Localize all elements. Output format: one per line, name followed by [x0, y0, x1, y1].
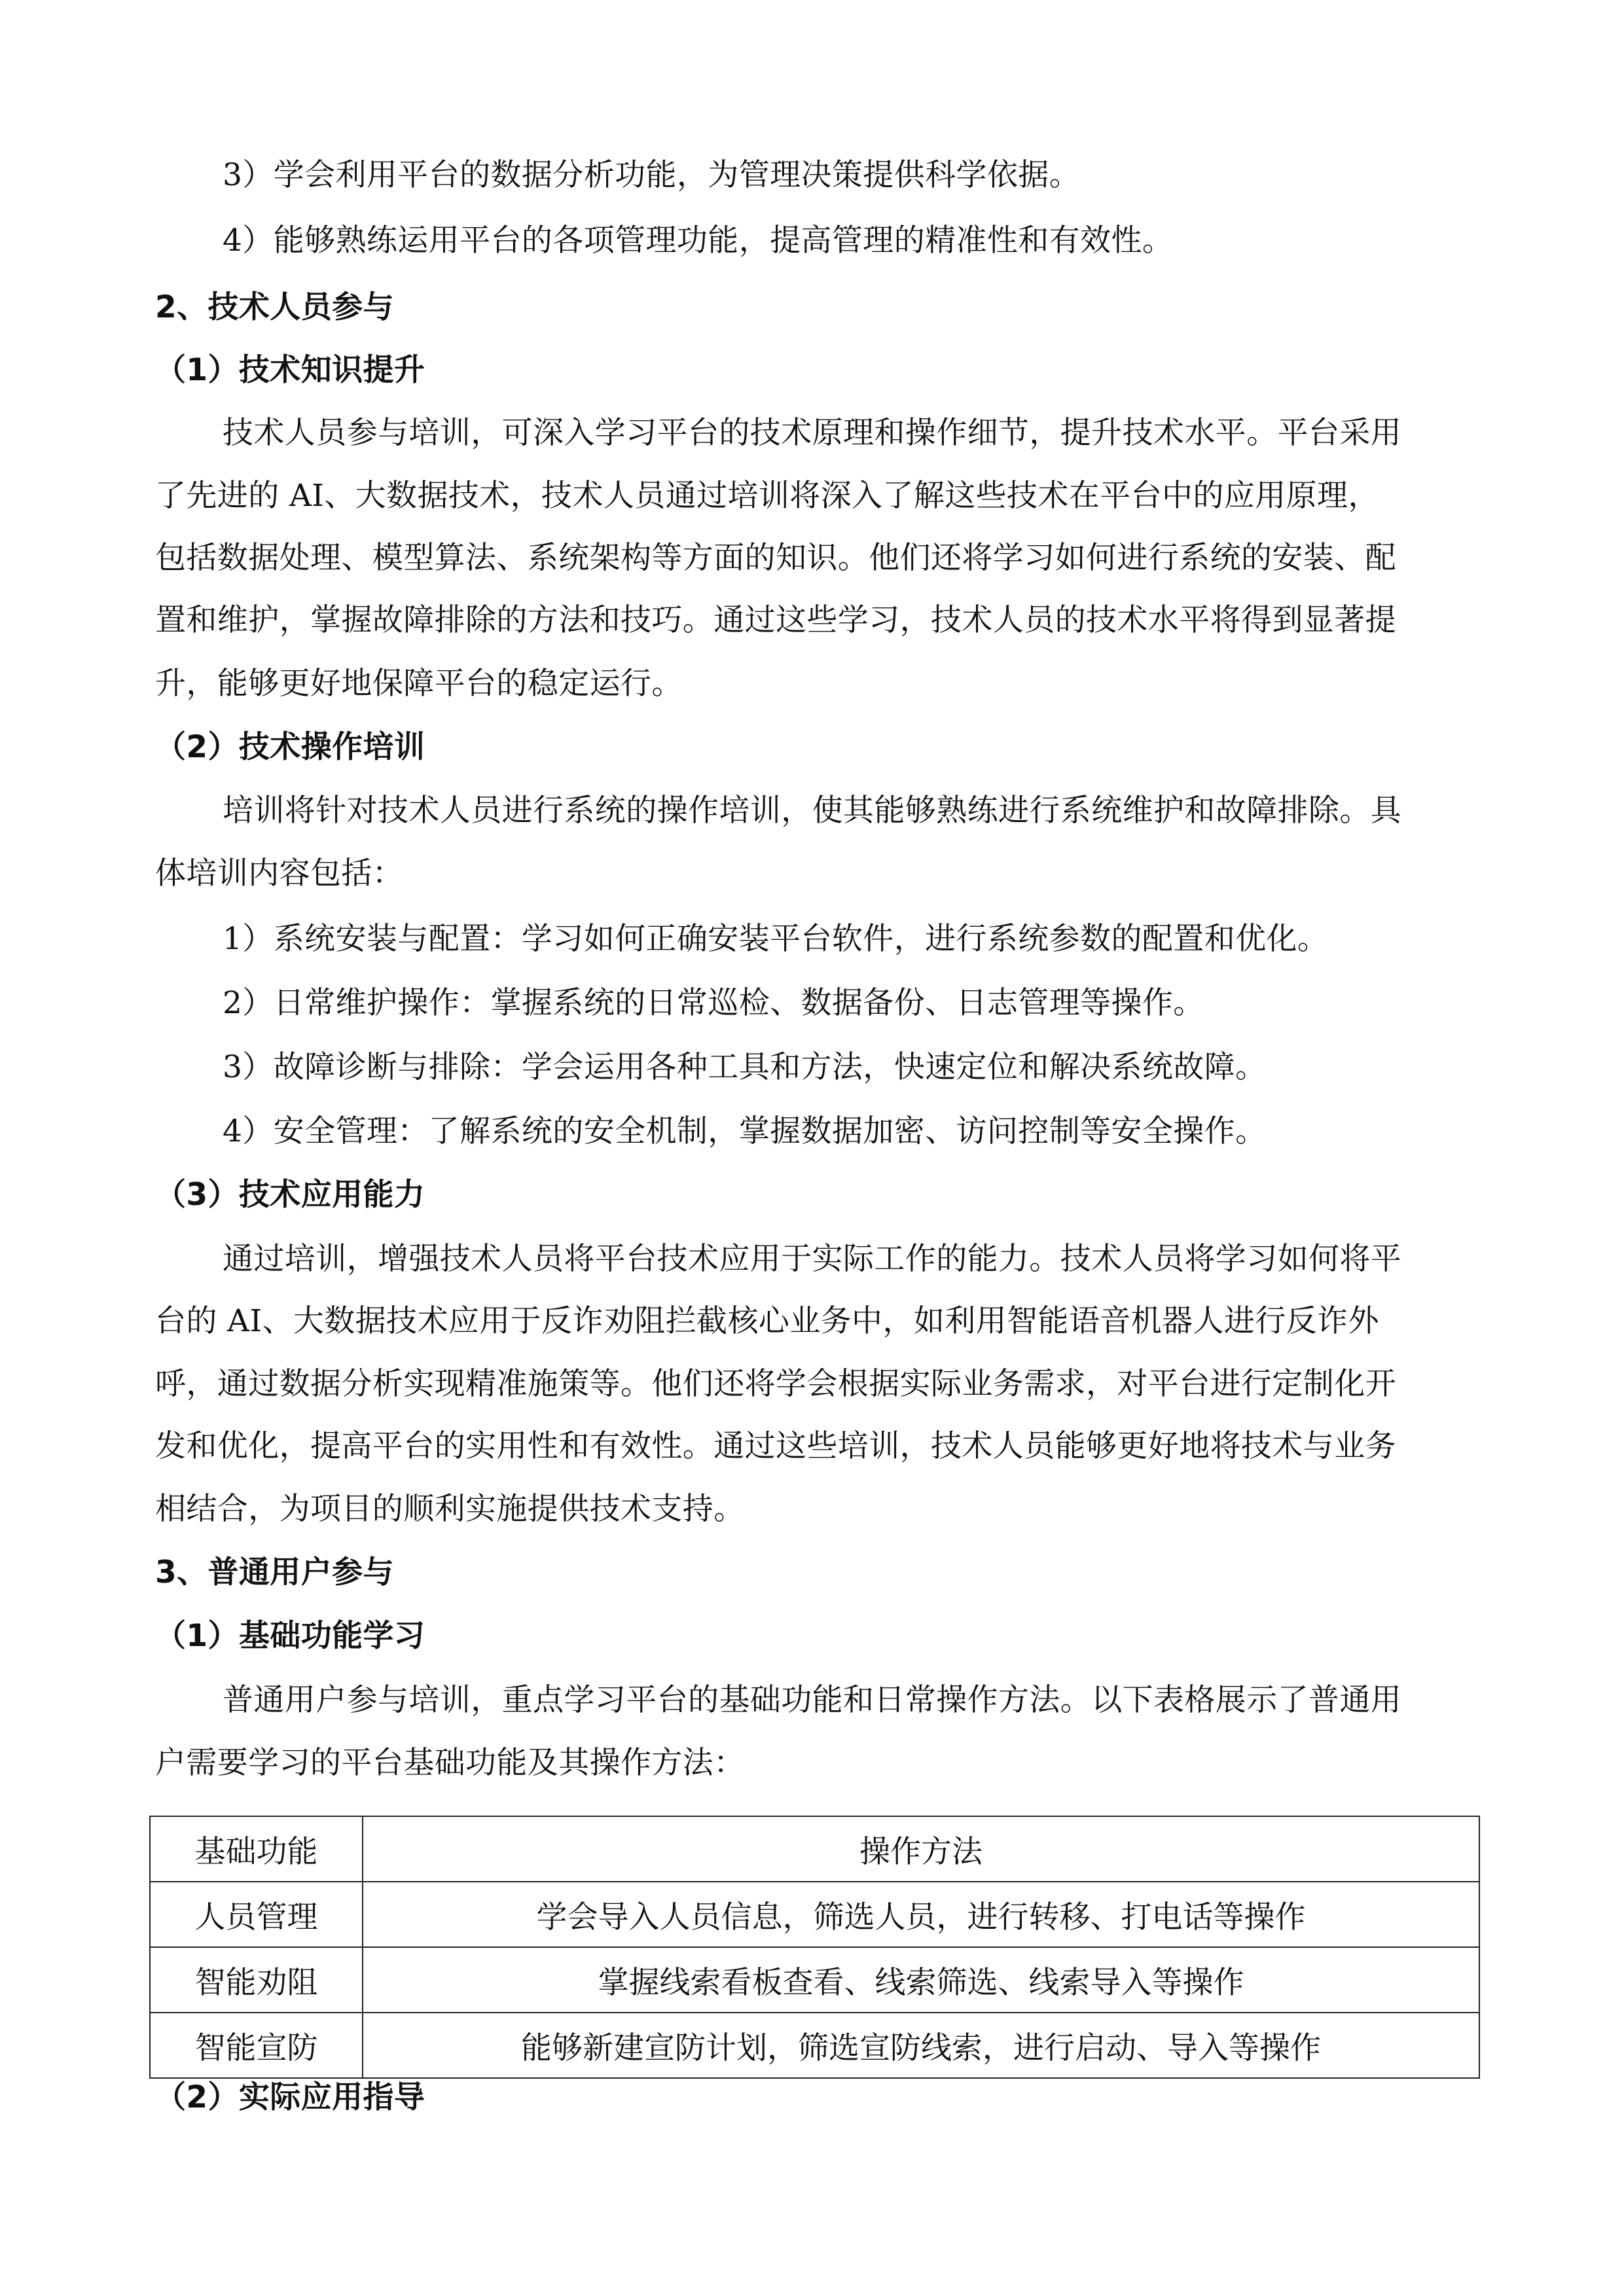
table-header-cell: 基础功能 — [150, 1816, 363, 1882]
subsection-heading: （1）基础功能学习 — [155, 1618, 425, 1654]
list-item: 1）系统安装与配置：学习如何正确安装平台软件，进行系统参数的配置和优化。 — [223, 921, 1329, 957]
paragraph-line: 技术人员参与培训，可深入学习平台的技术原理和操作细节，提升技术水平。平台采用 — [223, 415, 1402, 451]
table-header-row — [150, 1816, 1479, 1882]
paragraph-line: 了先进的 AI、大数据技术，技术人员通过培训将深入了解这些技术在平台中的应用原理， — [155, 478, 1379, 514]
subsection-heading: （3）技术应用能力 — [155, 1177, 425, 1213]
table-header-cell: 操作方法 — [363, 1816, 1479, 1882]
subsection-heading: （2）实际应用指导 — [155, 2079, 425, 2115]
paragraph-line: 通过培训，增强技术人员将平台技术应用于实际工作的能力。技术人员将学习如何将平 — [223, 1241, 1402, 1277]
table-cell: 掌握线索看板查看、线索筛选、线索导入等操作 — [363, 1947, 1479, 2013]
paragraph-line: 户需要学习的平台基础功能及其操作方法： — [155, 1745, 745, 1781]
paragraph-line: 相结合，为项目的顺利实施提供技术支持。 — [155, 1491, 745, 1527]
paragraph-line: 呼，通过数据分析实现精准施策等。他们还将学会根据实际业务需求，对平台进行定制化开 — [155, 1366, 1396, 1402]
table-row — [150, 1882, 1479, 1947]
paragraph-line: 培训将针对技术人员进行系统的操作培训，使其能够熟练进行系统维护和故障排除。具 — [223, 793, 1402, 829]
table-cell: 智能宣防 — [150, 2013, 363, 2078]
table-cell: 学会导入人员信息，筛选人员，进行转移、打电话等操作 — [363, 1882, 1479, 1947]
subsection-heading: （1）技术知识提升 — [155, 352, 425, 388]
table-cell: 人员管理 — [150, 1882, 363, 1947]
paragraph-line: 发和优化，提高平台的实用性和有效性。通过这些培训，技术人员能够更好地将技术与业务 — [155, 1428, 1396, 1464]
table-cell: 能够新建宣防计划，筛选宣防线索，进行启动、导入等操作 — [363, 2013, 1479, 2078]
list-item: 4）能够熟练运用平台的各项管理功能，提高管理的精准性和有效性。 — [223, 223, 1174, 259]
paragraph-line: 升，能够更好地保障平台的稳定运行。 — [155, 666, 683, 702]
section-heading: 3、普通用户参与 — [155, 1554, 394, 1590]
subsection-heading: （2）技术操作培训 — [155, 729, 425, 765]
paragraph-line: 普通用户参与培训，重点学习平台的基础功能和日常操作方法。以下表格展示了普通用 — [223, 1682, 1402, 1718]
list-item: 3）学会利用平台的数据分析功能，为管理决策提供科学依据。 — [223, 157, 1081, 193]
list-item: 3）故障诊断与排除：学会运用各种工具和方法，快速定位和解决系统故障。 — [223, 1049, 1267, 1085]
section-heading: 2、技术人员参与 — [155, 289, 394, 325]
table-row — [150, 1947, 1479, 2013]
table-cell: 智能劝阻 — [150, 1947, 363, 2013]
paragraph-line: 台的 AI、大数据技术应用于反诈劝阻拦截核心业务中，如利用智能语音机器人进行反诈外 — [155, 1303, 1379, 1339]
paragraph-line: 体培训内容包括： — [155, 855, 404, 891]
list-item: 2）日常维护操作：掌握系统的日常巡检、数据备份、日志管理等操作。 — [223, 985, 1204, 1021]
table-row — [150, 2013, 1479, 2078]
paragraph-line: 包括数据处理、模型算法、系统架构等方面的知识。他们还将学习如何进行系统的安装、配 — [155, 540, 1396, 576]
function-table — [149, 1816, 1480, 2079]
list-item: 4）安全管理：了解系统的安全机制，掌握数据加密、访问控制等安全操作。 — [223, 1113, 1267, 1149]
paragraph-line: 置和维护，掌握故障排除的方法和技巧。通过这些学习，技术人员的技术水平将得到显著提 — [155, 602, 1396, 638]
